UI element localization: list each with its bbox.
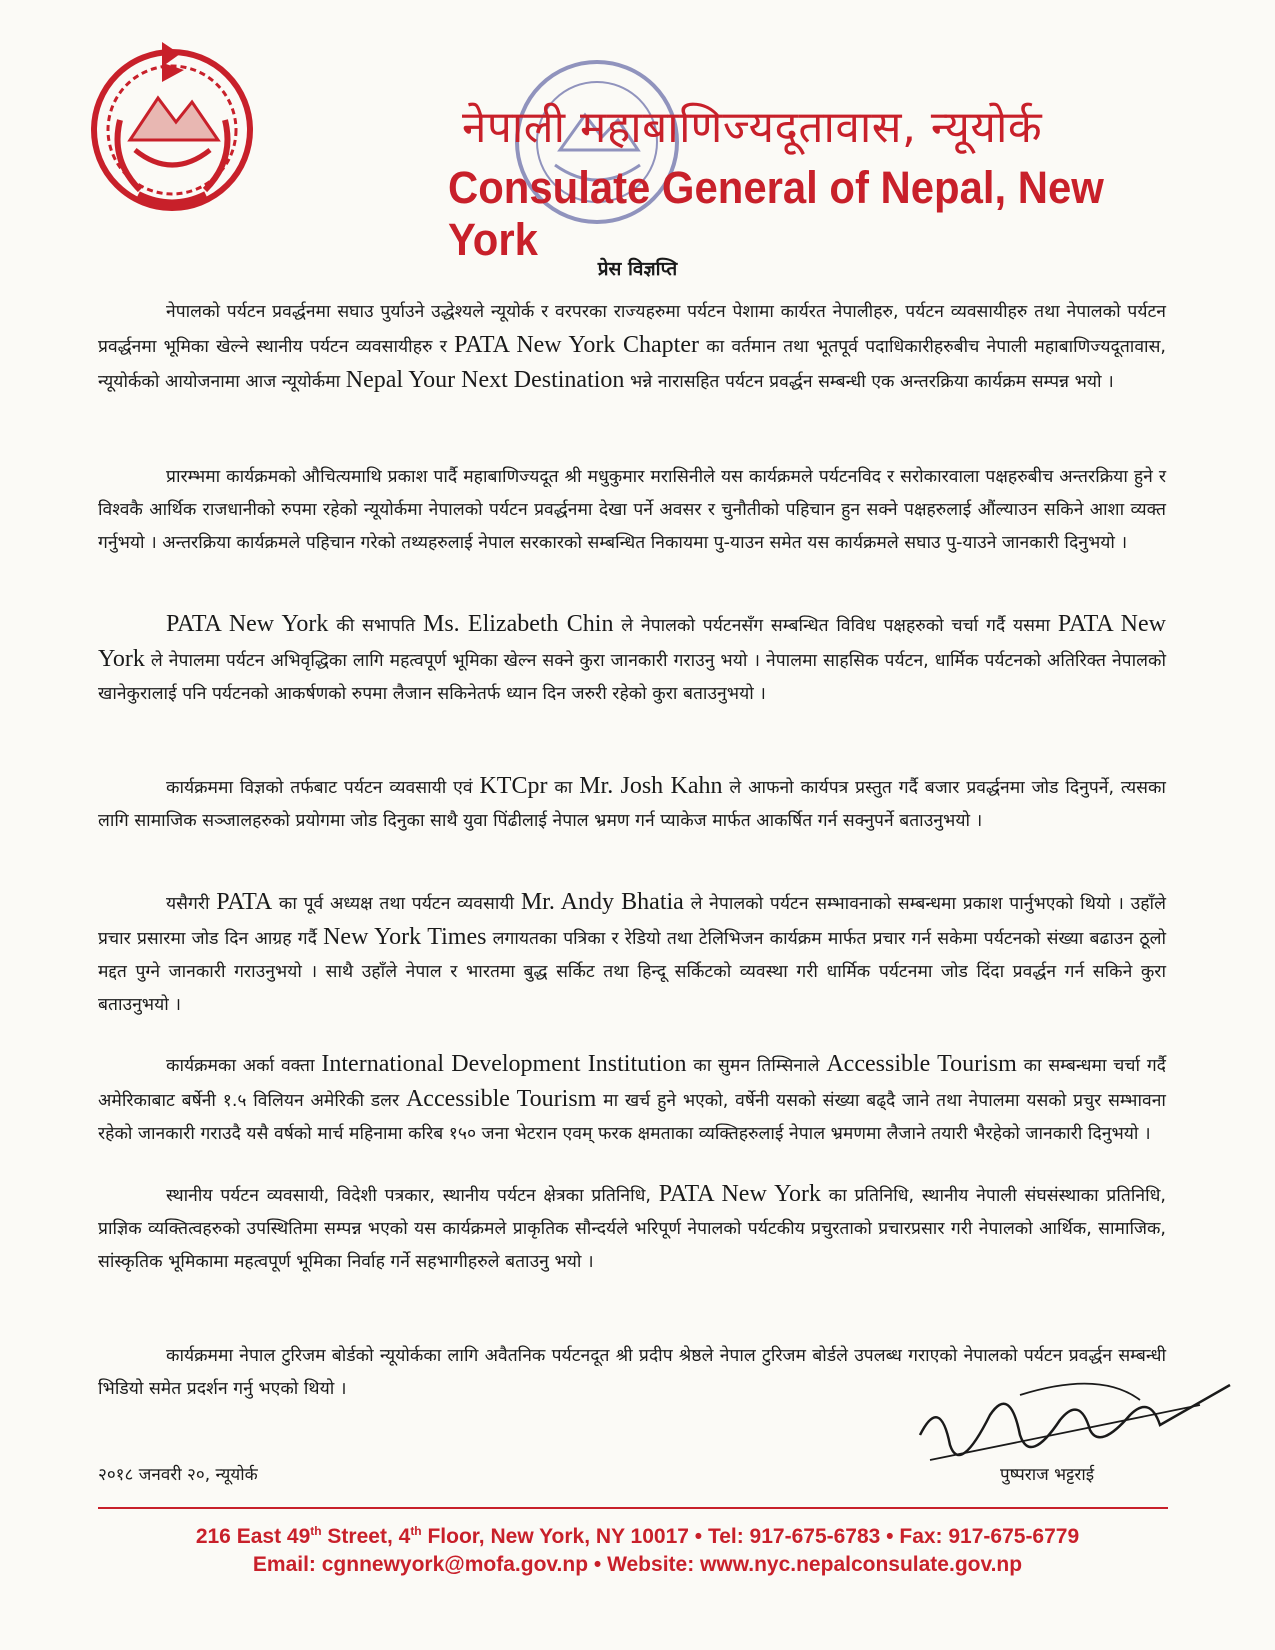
- p3-text-a: की सभापति: [336, 616, 416, 636]
- p1-english-1: PATA New York Chapter: [454, 332, 699, 358]
- p5-english-3: New York Times: [323, 924, 487, 950]
- p6-english-1: International Development Institution: [321, 1051, 687, 1077]
- p5-text-c: ले नेपालको पर्यटन सम्भावनाको सम्बन्धमा प्रकाश पार्नुभएको थियो । उहाँले प्रचार प्रसारमा जोड दिन आग्रह गर्दै: [98, 894, 1166, 949]
- paragraph-7: [98, 1178, 1166, 1279]
- p3-english-2: Ms. Elizabeth Chin: [422, 611, 614, 637]
- footer-email: Email: cgnnewyork@mofa.gov.np: [252, 1553, 589, 1576]
- press-release-date: २०१८ जनवरी २०, न्यूयोर्क: [98, 1465, 258, 1485]
- p3-english-1: PATA New York: [166, 611, 329, 637]
- press-release-heading: प्रेस विज्ञप्ति: [597, 258, 678, 280]
- paragraph-8: कार्यक्रममा नेपाल टुरिजम बोर्डको न्यूयोर्कका लागि अवैतनिक पर्यटनदूत श्री प्रदीप श्रेष्ठले नेपाल टुरिजम बोर्डले उपलब्ध गराएको नेपालको पर्यटन प्रवर्द्धन सम्बन्धी भिडियो समेत प्रदर्शन गर्नु भएको थियो ।: [98, 1346, 1166, 1399]
- footer-address-a: 216 East 49: [195, 1525, 311, 1548]
- p6-english-3: Accessible Tourism: [405, 1086, 597, 1112]
- footer-address-c: Floor, New York, NY 10017 • Tel: 917-675-6783 • Fax: 917-675-6779: [421, 1525, 1080, 1548]
- p4-english-1: KTCpr: [479, 773, 548, 799]
- signer-name: पुष्पराज भट्टराई: [1000, 1465, 1095, 1485]
- p6-text-d: मा खर्च हुने भएको, वर्षेनी यसको संख्या बढ्दै जाने तथा नेपालमा यसको प्रचुर सम्भावना रहेको जानकारी गराउदै यसै वर्षको मार्च महिनामा करिब १५० जना भेटरान एवम् फरक क्षमताका व्यक्तिहरुलाई नेपाल भ्रमणमा लैजाने तयारी भैरहेको जानकारी दिनुभयो ।: [98, 1091, 1166, 1144]
- p1-text-b: का वर्तमान तथा भूतपूर्व पदाधिकारीहरुबीच नेपाली महाबाणिज्यदूतावास, न्यूयोर्कको आयोजनामा आज न्यूयोर्कमा: [98, 337, 1166, 392]
- p7-english-1: PATA New York: [658, 1181, 822, 1207]
- p5-english-1: PATA: [216, 889, 273, 915]
- footer-divider: [98, 1507, 1168, 1509]
- footer-separator: •: [588, 1553, 608, 1576]
- footer-contact: [0, 1553, 1275, 1577]
- paragraph-5: [98, 886, 1166, 1022]
- p3-english-3: PATA New York: [98, 611, 1166, 672]
- p6-text-b: का सुमन तिम्सिनाले: [693, 1056, 820, 1076]
- p6-english-2: Accessible Tourism: [826, 1051, 1017, 1077]
- p5-english-2: Mr. Andy Bhatia: [520, 889, 684, 915]
- footer-sup-2: th: [410, 1524, 422, 1538]
- p5-text-d: लगायतका पत्रिका र रेडियो तथा टेलिभिजन कार्यक्रम मार्फत प्रचार गर्न सकेमा पर्यटनको संख्या बढाउन ठूलो मद्दत पुग्ने जानकारी गराउनुभयो । साथै उहाँले नेपाल र भारतमा बुद्ध सर्किट तथा हिन्दू सर्किटको व्यवस्था गरी धार्मिक पर्यटनमा जोड दिंदा प्रवर्द्धन गर्न सकिने कुरा बताउनुभयो ।: [98, 929, 1166, 1015]
- p1-text-c: भन्ने नारासहित पर्यटन प्रवर्द्धन सम्बन्धी एक अन्तरक्रिया कार्यक्रम सम्पन्न भयो ।: [630, 372, 1114, 392]
- p4-text-a: कार्यक्रममा विज्ञको तर्फबाट पर्यटन व्यवसायी एवं: [166, 778, 473, 798]
- letterhead-title-nepali: नेपाली महाबाणिज्यदूतावास, न्यूयोर्क: [462, 102, 1043, 153]
- letterhead-title-english: Consulate General of Nepal, New York: [448, 162, 1104, 265]
- p6-text-c: का सम्बन्धमा चर्चा गर्दै अमेरिकाबाट बर्षेनी १.५ विलियन अमेरिकी डलर: [98, 1056, 1166, 1111]
- p7-text-a: स्थानीय पर्यटन व्यवसायी, विदेशी पत्रकार, स्थानीय पर्यटन क्षेत्रका प्रतिनिधि,: [166, 1186, 651, 1206]
- p5-text-b: का पूर्व अध्यक्ष तथा पर्यटन व्यवसायी: [278, 894, 515, 914]
- footer-website: Website: www.nyc.nepalconsulate.gov.np: [607, 1553, 1023, 1576]
- p3-text-c: ले नेपालमा पर्यटन अभिवृद्धिका लागि महत्वपूर्ण भूमिका खेल्न सक्ने कुरा जानकारी गराउनु भयो । नेपालमा साहसिक पर्यटन, धार्मिक पर्यटनको अतिरिक्त नेपालको खानेकुरालाई पनि पर्यटनको आकर्षणको रुपमा लैजान सकिनेतर्फ ध्यान दिन जरुरी रहेको कुरा बताउनुभयो ।: [98, 651, 1166, 704]
- footer-sup-1: th: [310, 1524, 322, 1538]
- p4-text-c: ले आफनो कार्यपत्र प्रस्तुत गर्दै बजार प्रवर्द्धनमा जोड दिनुपर्ने, त्यसका लागि सामाजिक सञ्जालहरुको प्रयोगमा जोड दिनुका साथै युवा पिंढीलाई नेपाल भ्रमण गर्न प्याकेज मार्फत आकर्षित गर्न सक्नुपर्ने बताउनुभयो ।: [98, 778, 1166, 831]
- paragraph-1: [98, 296, 1166, 399]
- p3-text-b: ले नेपालको पर्यटनसँग सम्बन्धित विविध पक्षहरुको चर्चा गर्दै यसमा: [621, 616, 1051, 636]
- p7-text-b: का प्रतिनिधि, स्थानीय नेपाली संघसंस्थाका प्रतिनिधि, प्राज्ञिक व्यक्तित्वहरुको उपस्थितिमा सम्पन्न भएको यस कार्यक्रमले प्राकृतिक सौन्दर्यले भरिपूर्ण नेपालको पर्यटकीय प्रचुरताको प्रचारप्रसार गरी नेपालको आर्थिक, सामाजिक, सांस्कृतिक भूमिकामा महत्वपूर्ण भूमिका निर्वाह गर्ने सहभागीहरुले बताउनु भयो ।: [98, 1186, 1166, 1272]
- paragraph-4: [98, 770, 1166, 838]
- nepal-emblem-icon: [80, 30, 265, 215]
- paragraph-3: [98, 608, 1166, 711]
- footer-address: [0, 1524, 1275, 1549]
- p4-text-b: का: [554, 778, 573, 798]
- p1-text-a: नेपालको पर्यटन प्रवर्द्धनमा सघाउ पुर्याउने उद्धेश्यले न्यूयोर्क र वरपरका राज्यहरुमा पर्यटन पेशामा कार्यरत नेपालीहरु, पर्यटन व्यवसायीहरु तथा नेपालको पर्यटन प्रवर्द्धनमा भूमिका खेल्ने स्थानीय पर्यटन व्यवसायीहरु र: [98, 302, 1166, 357]
- p1-english-2: Nepal Your Next Destination: [345, 367, 625, 393]
- p4-english-2: Mr. Josh Kahn: [579, 773, 723, 799]
- paragraph-6: [98, 1048, 1166, 1151]
- paragraph-2: प्रारम्भमा कार्यक्रमको औचित्यमाथि प्रकाश पार्दै महाबाणिज्यदूत श्री मधुकुमार मरासिनीले यस कार्यक्रमले पर्यटनविद र सरोकारवाला पक्षहरुबीच अन्तरक्रिया हुने र विश्वकै आर्थिक राजधानीको रुपमा रहेको न्यूयोर्कमा नेपालको पर्यटन प्रवर्द्धनमा देखा पर्ने अवसर र चुनौतीको पहिचान हुन सक्ने पक्षहरुलाई औंल्याउन सकिने आशा व्यक्त गर्नुभयो । अन्तरक्रिया कार्यक्रमले पहिचान गरेको तथ्यहरुलाई नेपाल सरकारको सम्बन्धित निकायमा पु-याउन समेत यस कार्यक्रमले सघाउ पु-याउने जानकारी दिनुभयो ।: [98, 467, 1166, 553]
- p5-text-a: यसैगरी: [166, 894, 210, 914]
- p6-text-a: कार्यक्रमका अर्का वक्ता: [166, 1056, 315, 1076]
- footer-address-b: Street, 4: [321, 1525, 411, 1548]
